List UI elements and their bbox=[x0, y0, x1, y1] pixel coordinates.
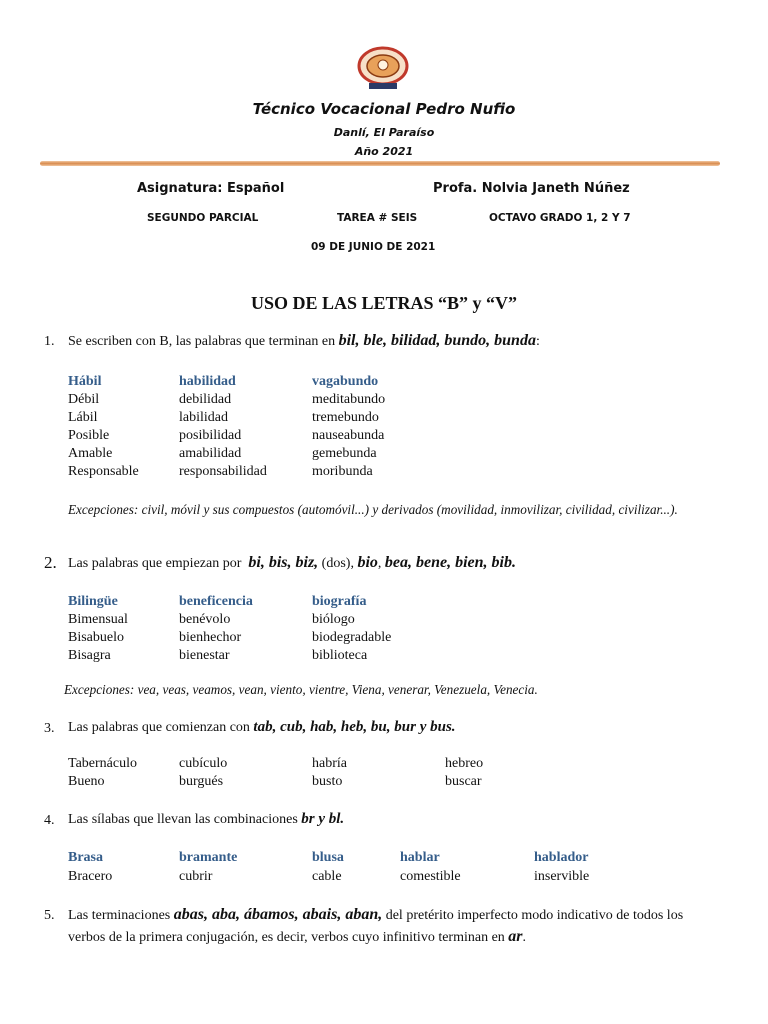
rule-text: Se escriben con B, las palabras que terminan en bil, ble, bilidad, bundo, bunda: bbox=[68, 332, 540, 349]
page-title: USO DE LAS LETRAS “B” y “V” bbox=[250, 293, 518, 313]
teacher-label: Profa. Nolvia Janeth Núñez bbox=[433, 181, 630, 196]
rule-text: Las palabras que comienzan con tab, cub, hab, heb, bu, bur y bus. bbox=[68, 719, 456, 735]
exceptions-note: Excepciones: civil, móvil y sus compuestos (automóvil...) y derivados (movilidad, inmovilizar, civilidad, civilizar...). bbox=[68, 502, 678, 517]
school-seal-icon bbox=[352, 44, 414, 90]
rule-number: 2. bbox=[44, 553, 57, 572]
term-label: SEGUNDO PARCIAL bbox=[147, 212, 259, 224]
rule-number: 3. bbox=[44, 721, 55, 736]
header-divider bbox=[40, 161, 720, 166]
school-name: Técnico Vocacional Pedro Nufio bbox=[252, 100, 516, 118]
school-logo bbox=[352, 44, 414, 90]
rule-number: 1. bbox=[44, 334, 55, 349]
rule-endings: bil, ble, bilidad, bundo, bunda bbox=[338, 332, 536, 349]
task-label: TAREA # SEIS bbox=[337, 212, 418, 224]
rule-text: Las palabras que empiezan por bi, bis, biz, (dos), bio, bea, bene, bien, bib. bbox=[68, 554, 516, 571]
subject-label: Asignatura: Español bbox=[137, 181, 285, 196]
rule-text: Las terminaciones abas, aba, ábamos, abais, aban, del pretérito imperfecto modo indicativo de todos los verbos de la primera conjugación, es decir, verbos cuyo infinitivo terminan en ar. bbox=[68, 906, 684, 945]
rule-number: 4. bbox=[44, 813, 55, 828]
rule-number: 5. bbox=[44, 908, 55, 923]
school-city: Danlí, El Paraíso bbox=[333, 126, 435, 139]
date-label: 09 DE JUNIO DE 2021 bbox=[311, 241, 436, 253]
grade-label: OCTAVO GRADO 1, 2 Y 7 bbox=[489, 212, 631, 224]
school-year: Año 2021 bbox=[354, 145, 414, 158]
exceptions-note: Excepciones: vea, veas, veamos, vean, viento, vientre, Viena, venerar, Venezuela, Venecia. bbox=[64, 682, 538, 697]
rule-text: Las sílabas que llevan las combinaciones br y bl. bbox=[68, 811, 345, 827]
